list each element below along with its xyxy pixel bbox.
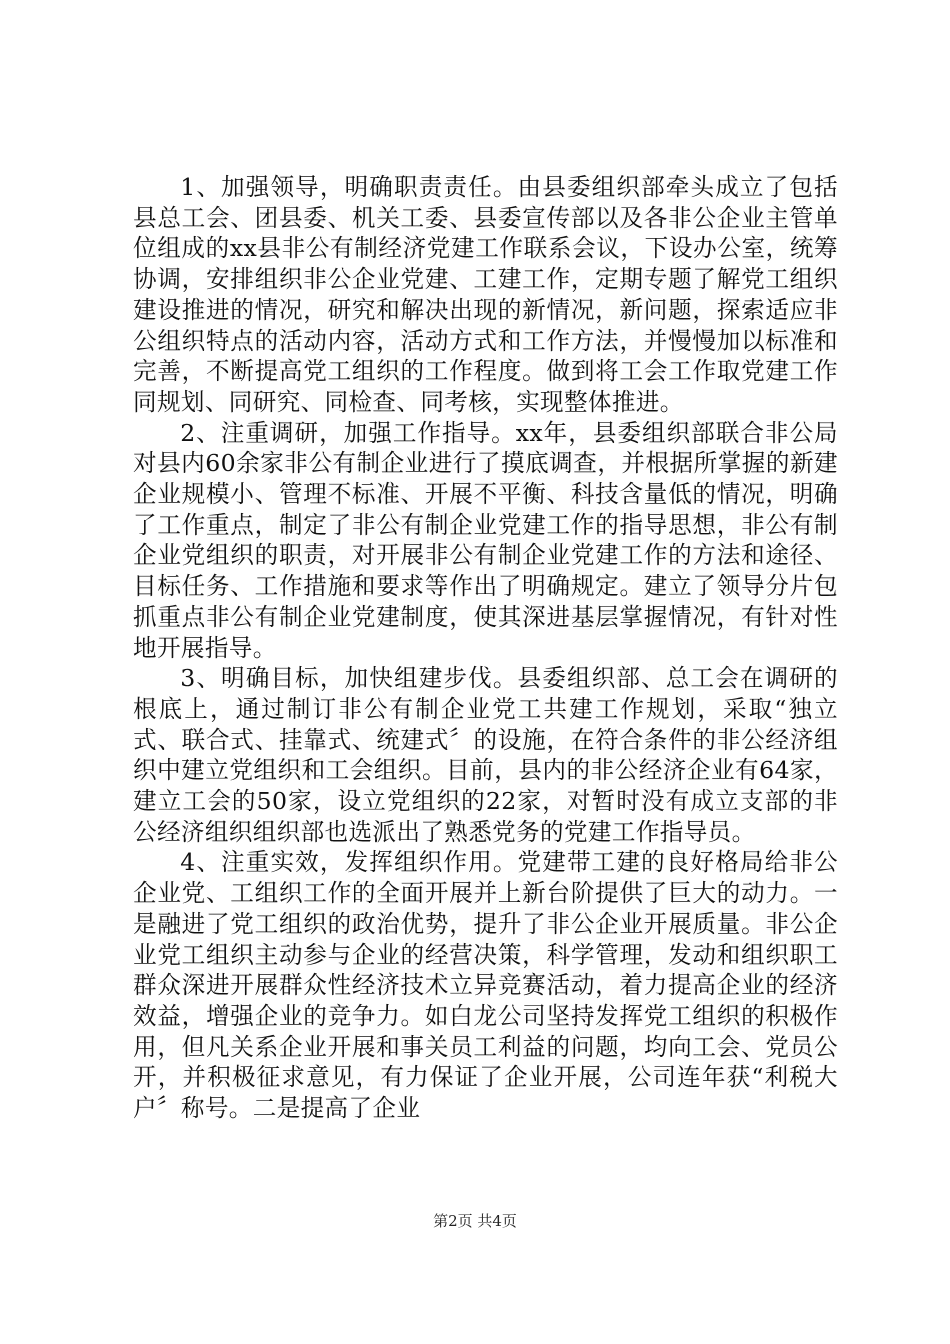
document-body [133, 172, 838, 1124]
paragraph-2: 2、注重调研，加强工作指导。xx年，县委组织部联合非公局对县内60余家非公有制企业进行了摸底调查，并根据所掌握的新建企业规模小、管理不标准、开展不平衡、科技含量低的情况，明确了工作重点，制定了非公有制企业党建工作的指导思想，非公有制企业党组织的职责，对开展非公有制企业党建工作的方法和途径、目标任务、工作措施和要求等作出了明确规定。建立了领导分片包抓重点非公有制企业党建制度，使其深进基层掌握情况，有针对性地开展指导。 [133, 418, 838, 662]
paragraph-4: 4、注重实效，发挥组织作用。党建带工建的良好格局给非公企业党、工组织工作的全面开展并上新台阶提供了巨大的动力。一是融进了党工组织的政治优势，提升了非公企业开展质量。非公企业党工组织主动参与企业的经营决策，科学管理，发动和组织职工群众深进开展群众性经济技术立异竞赛活动，着力提高企业的经济效益，增强企业的竞争力。如白龙公司坚持发挥党工组织的积极作用，但凡关系企业开展和事关员工利益的问题，均向工会、党员公开，并积极征求意见，有力保证了企业开展，公司连年获“利税大户〞称号。二是提高了企业 [133, 848, 838, 1123]
paragraph-3: 3、明确目标，加快组建步伐。县委组织部、总工会在调研的根底上，通过制订非公有制企业党工共建工作规划，采取“独立式、联合式、挂靠式、统建式〞的设施，在符合条件的非公经济组织中建立党组织和工会组织。目前，县内的非公经济企业有64家，建立工会的50家，设立党组织的22家，对暂时没有成立支部的非公经济组织组织部也选派出了熟悉党务的党建工作指导员。 [133, 664, 838, 846]
page-number-footer: 第2页 共4页 [433, 1212, 517, 1230]
paragraph-1: 1、加强领导，明确职责责任。由县委组织部牵头成立了包括县总工会、团县委、机关工委、县委宣传部以及各非公企业主管单位组成的xx县非公有制经济党建工作联系会议，下设办公室，统筹协调，安排组织非公企业党建、工建工作，定期专题了解党工组织建设推进的情况，研究和解决出现的新情况，新问题，探索适应非公组织特点的活动内容，活动方式和工作方法，并慢慢加以标准和完善，不断提高党工组织的工作程度。做到将工会工作取党建工作同规划、同研究、同检查、同考核，实现整体推进。 [133, 173, 838, 416]
